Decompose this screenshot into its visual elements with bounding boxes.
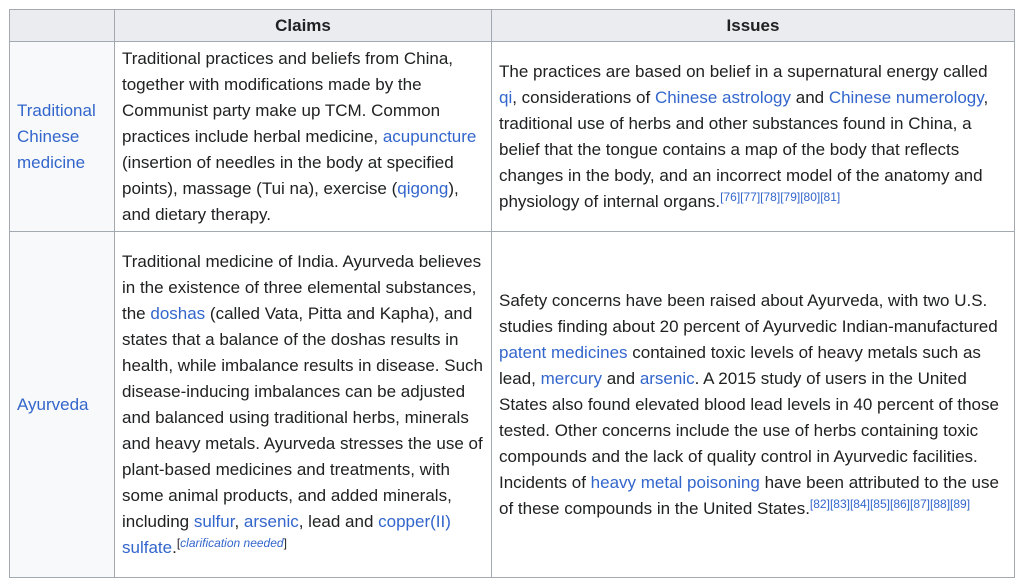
reference-link[interactable]: [79] [780,189,801,204]
text-span: . A 2015 study of users in the United States also found elevated blood lead levels in 40 percent of those tested. Other concerns include the use of herbs containing toxic compounds and the lack of quality control in Ayurvedic facilities. Incidents of [499,368,999,492]
article-table-wrapper [9,9,1015,578]
table-row-tcm [10,42,1015,232]
header-claims: Claims [115,10,492,42]
text-span: Safety concerns have been raised about Ayurveda, with two U.S. studies finding about 20 percent of Ayurvedic Indian-manufactured [499,290,998,336]
chinese-numerology-link[interactable]: Chinese numerology [828,87,984,107]
chinese-astrology-link[interactable]: Chinese astrology [654,87,792,107]
qigong-link[interactable]: qigong [397,178,449,198]
patent-medicines-link[interactable]: patent medicines [499,342,628,362]
table-row-ayurveda [10,232,1015,578]
text-span: contained toxic levels of heavy metals such as lead, [499,342,981,388]
text-span: , [234,511,244,531]
text-span: , considerations of [512,87,655,107]
text-span: . [172,537,177,557]
reference-link[interactable]: [77] [740,189,761,204]
reference-link[interactable]: [83] [829,496,850,511]
text-span: have been attributed to the use of these compounds in the United States. [499,472,999,518]
text-span: and [791,87,829,107]
tcm-claims-cell [115,42,492,232]
text-span: (insertion of needles in the body at specified points), massage (Tui na), exercise ( [122,152,454,198]
row-header-tcm [10,42,115,232]
reference-group [720,190,840,204]
ayurveda-claims-cell [115,232,492,578]
header-blank [10,10,115,42]
reference-group [810,497,970,511]
mercury-link[interactable]: mercury [540,368,602,388]
ayurveda-issues-cell [492,232,1015,578]
reference-link[interactable]: [78] [760,189,781,204]
text-span: Traditional practices and beliefs from China, together with modifications made by the Communist party make up TCM. Common practices include herbal medicine, [122,48,454,146]
arsenic-link[interactable]: arsenic [639,368,695,388]
reference-link[interactable]: [86] [889,496,910,511]
text-span: Traditional medicine of India. Ayurveda believes in the existence of three elemental substances, the [122,251,482,323]
qi-link[interactable]: qi [499,87,513,107]
text-span: ), and dietary therapy. [122,178,459,224]
tcm-issues-cell [492,42,1015,232]
reference-link[interactable]: [87] [910,496,931,511]
text-span: The practices are based on belief in a supernatural energy called [499,61,988,81]
row-header-ayurveda [10,232,115,578]
reference-link[interactable]: [88] [930,496,951,511]
header-issues: Issues [492,10,1015,42]
text-span: (called Vata, Pitta and Kapha), and states that a balance of the doshas results in health, while imbalance results in disease. Such disease-inducing imbalances can be adjusted and balanced using traditional herbs, minerals and heavy metals. Ayurveda stresses the use of plant-based medicines and treatments, with some animal products, and added minerals, including [122,303,483,531]
tcm-link[interactable]: Traditional Chinese medicine [17,100,96,172]
heavy-metal-poisoning-link[interactable]: heavy metal poisoning [590,472,760,492]
clarification-needed-tag [177,536,287,550]
reference-link[interactable]: [76] [720,189,741,204]
reference-link[interactable]: [84] [849,496,870,511]
ayurveda-link[interactable]: Ayurveda [17,394,89,414]
reference-link[interactable]: [81] [820,189,841,204]
reference-link[interactable]: [80] [800,189,821,204]
acupuncture-link[interactable]: acupuncture [382,126,477,146]
reference-link[interactable]: [82] [809,496,830,511]
reference-link[interactable]: [85] [869,496,890,511]
arsenic-link[interactable]: arsenic [243,511,299,531]
clarification-needed-link[interactable]: clarification needed [180,535,284,550]
bracket-close: ] [283,535,287,550]
doshas-link[interactable]: doshas [150,303,206,323]
text-span: , lead and [298,511,379,531]
reference-link[interactable]: [89] [950,496,971,511]
comparison-table [9,9,1015,578]
sulfur-link[interactable]: sulfur [193,511,235,531]
bracket-open: [ [176,535,181,550]
header-row [10,10,1015,42]
text-span: , traditional use of herbs and other substances found in China, a belief that the tongue contains a map of the body that reflects changes in the body, and an incorrect model of the anatomy and physiology of internal organs. [499,87,989,211]
copper-sulfate-link[interactable]: copper(II) sulfate [122,511,451,557]
text-span: and [602,368,640,388]
